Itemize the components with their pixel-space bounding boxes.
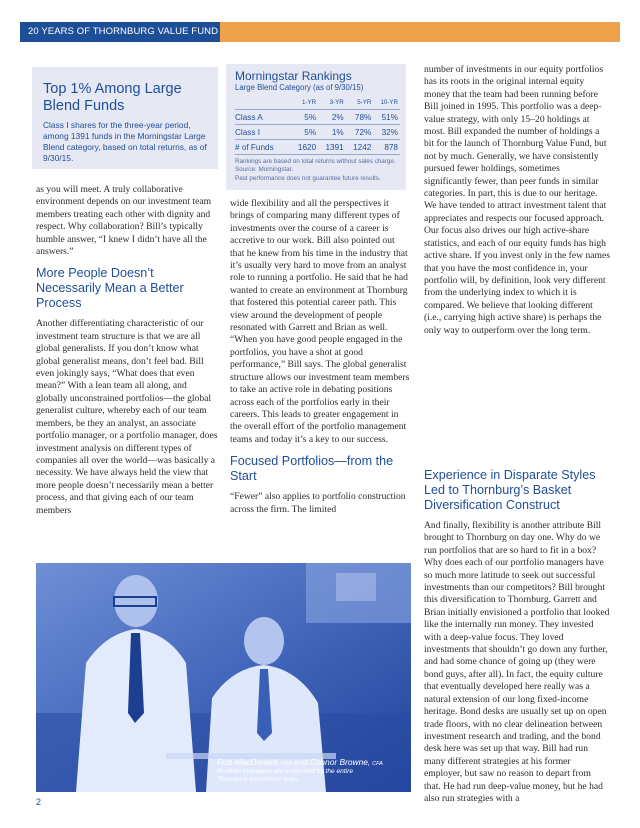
morningstar-notes — [235, 158, 400, 183]
table-cell: 32% — [373, 125, 400, 140]
morningstar-table — [235, 98, 400, 155]
caption-and: and — [293, 757, 308, 767]
table-header-cell: 3-YR — [318, 98, 346, 110]
table-row — [235, 125, 400, 140]
body-paragraph: “Fewer” also applies to portfolio construction across the firm. The limited — [230, 491, 406, 515]
body-paragraph: number of investments in our equity portfolios has its roots in the original internal equity money that the team had been running before Bill joined in 1995. This portfolio was a deep-value strategy, with only 15–20 holdings at most. Bill expanded the number of holdings a bit for the launch of Thornburg Value Fund, but not by much. Generally, we have consistently pursued fewer holdings, sometimes significantly fewer, than peer funds in similar categories. In part, this is due to our heritage. We have tended to attract investment talent that appreciates and respects our focused approach. Our focus also drives our high active-share statistics, and each of our equity funds has high active share. If you invest only in the few names that you have the most confidence in, your portfolio will, by definition, look very different from the underlying index to which it is compared. We believe that looking different (i.e., carrying high active share) is perhaps the only way to outperform over the long term. — [424, 64, 610, 336]
top-1-percent-callout — [32, 67, 218, 169]
callout-title: Top 1% Among Large Blend Funds — [43, 81, 182, 114]
table-cell: 5% — [291, 125, 319, 140]
table-cell: # of Funds — [235, 140, 291, 155]
article-column-2 — [230, 198, 410, 516]
table-row — [235, 140, 400, 155]
morningstar-note: Rankings are based on total returns without sales charge. — [235, 158, 396, 165]
table-cell: 5% — [291, 110, 319, 125]
body-paragraph: And finally, flexibility is another attribute Bill brought to Thornburg on day one. Why do we run portfolios that are so hard to fit in a box? Why does each of our portfolio managers have so much more latitude to seek out successful investments than our competitors? Bill brought this diversification to Thornburg. Garrett and Brian initially envisioned a portfolio that looked like the internally run money. They invested with a deep-value focus. They loved investments that shouldn’t go down any further, and had some chance of going up (they were bond guys, after all). In fact, the equity culture that eventually developed here really was a natural extension of our long fixed-income heritage. Bond desks are usually set up on open trade floors, with no clear delineation between investment research and trading, and the bond desk here was set up that way. Bill had run many different strategies at his former employer, but saw no reason to depart from that. He had run deep-value money, but he had also run strategies with a — [424, 520, 610, 804]
table-cell: 1% — [318, 125, 346, 140]
header-bar — [20, 22, 620, 42]
morningstar-rankings-box — [226, 64, 406, 190]
article-column-3-bottom — [424, 468, 610, 805]
body-paragraph: wide flexibility and all the perspectives it brings of comparing many different types of investments over the course of a career is accretive to our work. Bill also pointed out that he knew from his time in the industry that it’s usually very hard to move from an analyst role to running a portfolio. He said that he had wanted to create an environment at Thornburg that fostered this potential career path. This view around the development of people resonated with Garrett and Brian as well. “When you have good people engaged in the portfolios, you have a shot at good performance,” Bill says. The global generalist structure allows our investment team members to take an active role in debating positions across each of the portfolios early in their careers. This leads to greater engagement in the overall effort of the portfolio management teams and today it’s a key to our success. — [230, 198, 410, 445]
caption-cfa-2: CFA — [372, 761, 383, 767]
table-cell: 72% — [346, 125, 374, 140]
body-paragraph: Another differentiating characteristic of our investment team structure is that we are all global generalists. If you don’t know what global generalist means, don’t feel bad. Bill even jokingly says, “What does that even mean?” With a lean team all along, and globally unconstrained portfolios—the global generalist culture, whereby each of our team members, be they an analyst, an associate portfolio manager, or a portfolio manager, does investment analysis on different types of companies all over the world—was basically a necessity. We have always held the view that more people doesn’t necessarily mean a better process, and that giving each of our team members — [36, 318, 218, 516]
table-row — [235, 110, 400, 125]
table-header-cell: 1-YR — [291, 98, 319, 110]
section-heading: Experience in Disparate Styles Led to Thornburg’s Basket Diversification Construct — [424, 468, 596, 512]
caption-name-1: Rob MacDonald, — [217, 757, 280, 767]
table-cell: Class A — [235, 110, 291, 125]
caption-line-3: Thornburg investment team. — [217, 776, 300, 783]
morningstar-note: Source: Morningstar. — [235, 166, 294, 174]
table-cell: 51% — [373, 110, 400, 125]
caption-cfa-1: CFA — [281, 761, 293, 767]
table-header-cell: 10-YR — [373, 98, 400, 110]
table-cell: 78% — [346, 110, 374, 125]
caption-line-2: Portfolio managers are supported by the entire — [217, 768, 353, 775]
table-cell: 878 — [373, 140, 400, 155]
callout-body: Class I shares for the three-year period, among 1391 funds in the Morningstar Large Blend category, based on total returns, as of 9/30/15. — [43, 120, 207, 163]
table-cell: 1391 — [318, 140, 346, 155]
table-cell: 2% — [318, 110, 346, 125]
table-cell: 1242 — [346, 140, 374, 155]
section-heading: More People Doesn’t Necessarily Mean a Better Process — [36, 266, 184, 311]
table-header-row — [235, 98, 400, 110]
article-column-1 — [36, 184, 219, 517]
page-number: 2 — [36, 797, 42, 807]
body-paragraph: as you will meet. A truly collaborative environment depends on our investment team members treating each other with dignity and respect. Why collaboration? Bill’s typically humble answer, “I knew I didn’t have all the answers.” — [36, 184, 212, 258]
morningstar-note: Past performance does not guarantee future results. — [235, 174, 381, 182]
photo-caption — [217, 758, 407, 784]
caption-name-2: Connor Browne, — [309, 757, 371, 767]
table-header-cell — [235, 98, 291, 110]
article-column-3-top — [424, 64, 610, 337]
table-header-cell: 5-YR — [346, 98, 374, 110]
table-cell: Class I — [235, 125, 291, 140]
morningstar-subtitle: Large Blend Category (as of 9/30/15) — [235, 83, 364, 92]
header-title: 20 YEARS OF THORNBURG VALUE FUND — [28, 26, 219, 37]
table-cell: 1620 — [291, 140, 319, 155]
section-heading: Focused Portfolios—from the Start — [230, 454, 394, 484]
header-title-block — [20, 22, 220, 42]
morningstar-title: Morningstar Rankings — [235, 69, 352, 83]
